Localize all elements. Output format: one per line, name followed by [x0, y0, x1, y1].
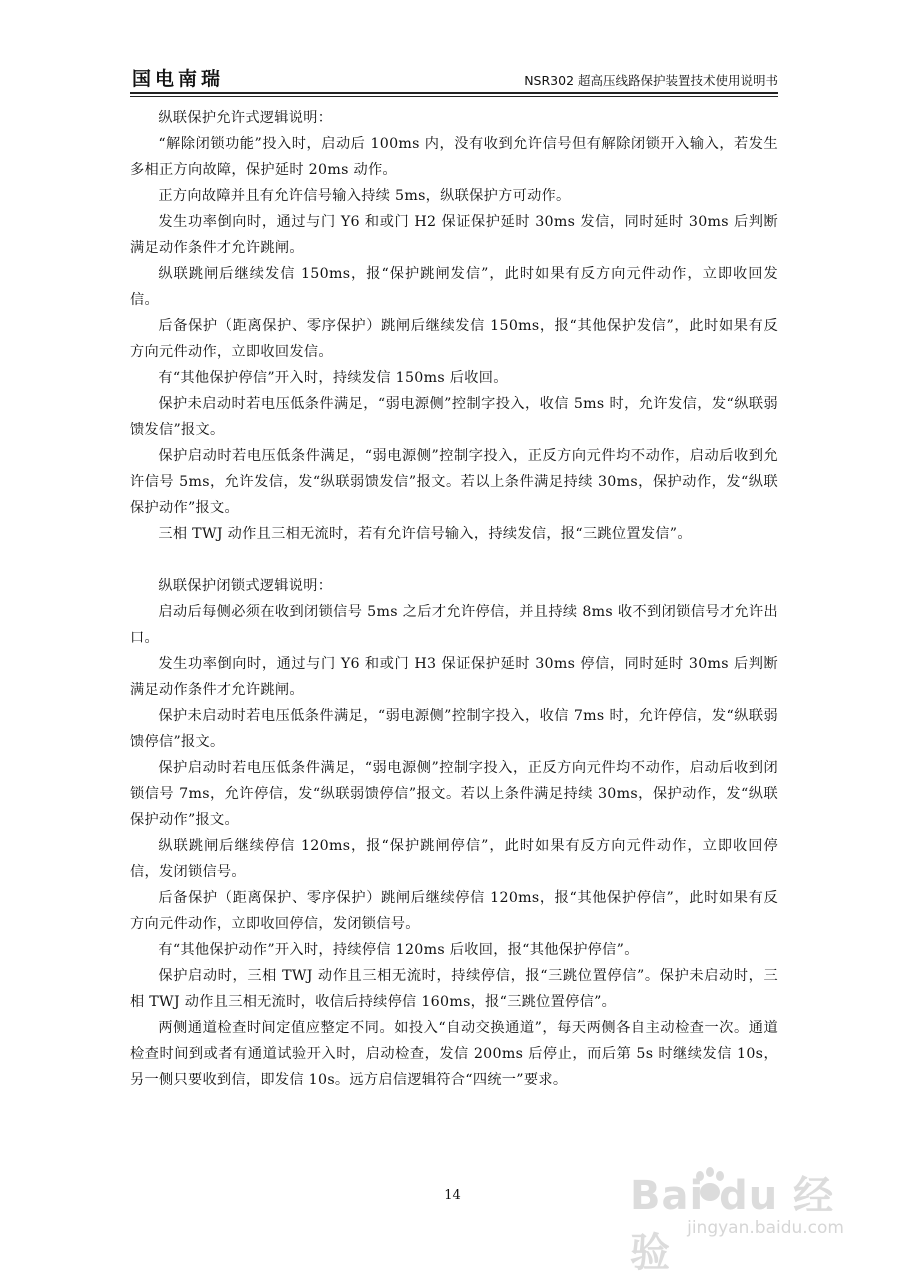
page-header: [130, 62, 778, 92]
paragraph: “解除闭锁功能”投入时，启动后 100ms 内，没有收到允许信号但有解除闭锁开入输入，若发生多相正方向故障，保护延时 20ms 动作。: [130, 136, 778, 178]
watermark-brand: Bai du 经验: [630, 1173, 835, 1276]
header-rule-thin: [130, 96, 778, 97]
paragraph: 三相 TWJ 动作且三相无流时，若有允许信号输入，持续发信，报“三跳位置发信”。: [158, 526, 692, 542]
section-blocking-logic: [130, 573, 778, 1093]
header-rule: [130, 92, 778, 94]
paragraph: 正方向故障并且有允许信号输入持续 5ms，纵联保护方可动作。: [158, 188, 571, 204]
section-gap: [130, 547, 778, 573]
document-title: NSR302 超高压线路保护装置技术使用说明书: [524, 73, 778, 88]
paragraph: 纵联跳闸后继续发信 150ms，报“保护跳闸发信”，此时如果有反方向元件动作，立即收回发信。: [130, 266, 778, 308]
paragraph: 发生功率倒向时，通过与门 Y6 和或门 H2 保证保护延时 30ms 发信，同时延时 30ms 后判断满足动作条件才允许跳闸。: [130, 214, 778, 256]
paragraph: 保护未启动时若电压低条件满足，“弱电源侧”控制字投入，收信 5ms 时，允许发信，发“纵联弱馈发信”报文。: [130, 396, 778, 438]
paragraph: 纵联跳闸后继续停信 120ms，报“保护跳闸停信”，此时如果有反方向元件动作，立即收回停信，发闭锁信号。: [130, 838, 778, 880]
section-permissive-logic: [130, 105, 778, 547]
paragraph: 有“其他保护停信”开入时，持续发信 150ms 后收回。: [158, 370, 508, 386]
paragraph: 保护启动时若电压低条件满足，“弱电源侧”控制字投入，正反方向元件均不动作，启动后收到闭锁信号 7ms，允许停信，发“纵联弱馈停信”报文。若以上条件满足持续 30ms，保护动作，发“纵联保护动作”报文。: [130, 760, 778, 828]
page-number: 14: [444, 1188, 461, 1203]
paragraph: 保护启动时，三相 TWJ 动作且三相无流时，持续停信，报“三跳位置停信”。保护未启动时，三相 TWJ 动作且三相无流时，收信后持续停信 160ms，报“三跳位置停信”。: [130, 968, 778, 1010]
paragraph: 后备保护（距离保护、零序保护）跳闸后继续停信 120ms，报“其他保护停信”，此时如果有反方向元件动作，立即收回停信，发闭锁信号。: [130, 890, 778, 932]
section-heading: 纵联保护闭锁式逻辑说明：: [158, 578, 333, 594]
paragraph: 有“其他保护动作”开入时，持续停信 120ms 后收回，报“其他保护停信”。: [158, 942, 639, 958]
paragraph: 保护未启动时若电压低条件满足，“弱电源侧”控制字投入，收信 7ms 时，允许停信，发“纵联弱馈停信”报文。: [130, 708, 778, 750]
watermark-url: jingyan.baidu.com: [687, 1218, 844, 1238]
baidu-watermark: [630, 1160, 850, 1276]
paragraph: 后备保护（距离保护、零序保护）跳闸后继续发信 150ms，报“其他保护发信”，此时如果有反方向元件动作，立即收回发信。: [130, 318, 778, 360]
paragraph: 两侧通道检查时间定值应整定不同。如投入“自动交换通道”，每天两侧各自主动检查一次。通道检查时间到或者有通道试验开入时，启动检查，发信 200ms 后停止，而后第 5s 时继续发信 10s，另一侧只要收到信，即发信 10s。远方启信逻辑符合“四统一”要求。: [130, 1020, 778, 1088]
page-body: [130, 105, 778, 1093]
paragraph: 保护启动时若电压低条件满足，“弱电源侧”控制字投入，正反方向元件均不动作，启动后收到允许信号 5ms，允许发信，发“纵联弱馈发信”报文。若以上条件满足持续 30ms，保护动作，发“纵联保护动作”报文。: [130, 448, 778, 516]
paragraph: 发生功率倒向时，通过与门 Y6 和或门 H3 保证保护延时 30ms 停信，同时延时 30ms 后判断满足动作条件才允许跳闸。: [130, 656, 778, 698]
section-heading: 纵联保护允许式逻辑说明：: [158, 110, 333, 126]
paragraph: 启动后每侧必须在收到闭锁信号 5ms 之后才允许停信，并且持续 8ms 收不到闭锁信号才允许出口。: [130, 604, 778, 646]
company-logo: 国电南瑞: [132, 68, 225, 90]
